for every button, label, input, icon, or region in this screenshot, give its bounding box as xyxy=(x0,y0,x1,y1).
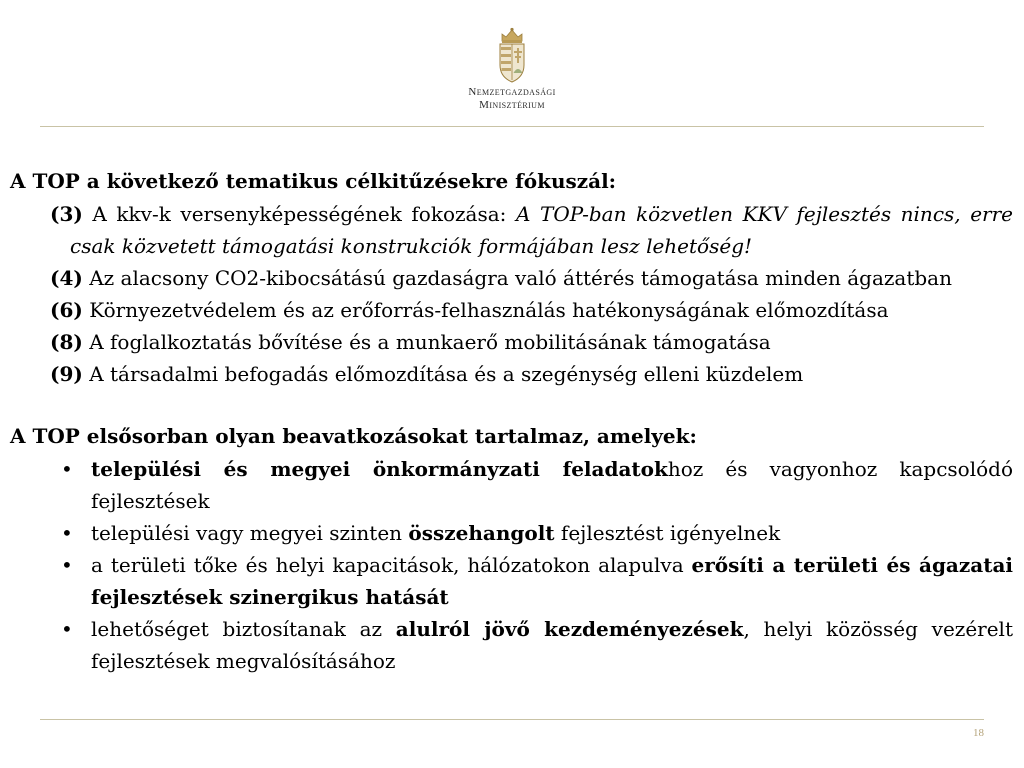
intervention-text: a területi tőke és helyi kapacitások, hálózatokon alapulva xyxy=(91,553,692,577)
objective-item xyxy=(50,262,1013,294)
page-number: 18 xyxy=(973,727,984,739)
objective-item xyxy=(50,326,1013,358)
objective-number: (6) xyxy=(50,298,83,322)
header-divider xyxy=(40,126,984,127)
objective-item xyxy=(50,294,1013,326)
objectives-list xyxy=(10,198,1013,390)
header xyxy=(0,0,1024,130)
objective-text: Az alacsony CO2-kibocsátású gazdaságra való áttérés támogatása minden ágazatban xyxy=(82,266,952,290)
section-spacer xyxy=(10,390,1013,420)
objective-text: Környezetvédelem és az erőforrás-felhasználás hatékonyságának előmozdítása xyxy=(82,298,889,322)
intervention-text: , helyi közösség vezérelt fejlesztések megvalósításához xyxy=(91,617,1013,673)
intervention-bold: települési és megyei önkormányzati feladatok xyxy=(91,457,668,481)
intervention-item xyxy=(61,549,1014,613)
objective-item xyxy=(50,358,1013,390)
intervention-bold: erősíti a területi és ágazatai fejlesztések szinergikus hatását xyxy=(91,553,1014,609)
section2-heading: A TOP elsősorban olyan beavatkozásokat tartalmaz, amelyek: xyxy=(10,424,697,448)
objective-text: A társadalmi befogadás előmozdítása és a szegénység elleni küzdelem xyxy=(82,362,804,386)
intervention-item xyxy=(61,517,1013,549)
organization-name-line1: Nemzetgazdasági xyxy=(468,86,556,98)
bullet-icon: • xyxy=(61,521,73,545)
objective-number: (9) xyxy=(50,362,83,386)
objective-number: (4) xyxy=(50,266,83,290)
intervention-bold: összehangolt xyxy=(408,521,555,545)
objective-number: (8) xyxy=(50,330,83,354)
section1-heading: A TOP a következő tematikus célkitűzésekre fókuszál: xyxy=(10,169,617,193)
intervention-item xyxy=(61,613,1013,677)
objective-item xyxy=(50,198,1013,262)
bullet-icon: • xyxy=(61,457,73,481)
objective-text: A foglalkoztatás bővítése és a munkaerő mobilitásának támogatása xyxy=(82,330,771,354)
objective-text: A kkv-k versenyképességének fokozása: xyxy=(82,202,516,226)
objective-note: A TOP-ban közvetlen KKV fejlesztés nincs, erre csak közvetett támogatási konstrukciók formájában lesz lehetőség! xyxy=(70,202,1013,258)
footer-divider xyxy=(40,719,984,720)
bullet-icon: • xyxy=(61,617,73,641)
objective-number: (3) xyxy=(50,202,83,226)
intervention-text: lehetőséget biztosítanak az xyxy=(91,617,396,641)
intervention-bold: alulról jövő kezdeményezések xyxy=(395,617,744,641)
intervention-text: települési vagy megyei szinten xyxy=(91,521,409,545)
intervention-item xyxy=(61,453,1013,517)
interventions-list xyxy=(10,453,1013,677)
hungarian-coat-of-arms-icon xyxy=(494,27,530,85)
organization-name xyxy=(412,86,612,112)
intervention-text: hoz és vagyonhoz kapcsolódó fejlesztések xyxy=(91,457,1013,513)
intervention-text: fejlesztést igényelnek xyxy=(554,521,781,545)
organization-name-line2: Minisztérium xyxy=(479,99,545,111)
slide-content xyxy=(10,165,1013,677)
bullet-icon: • xyxy=(61,553,73,577)
